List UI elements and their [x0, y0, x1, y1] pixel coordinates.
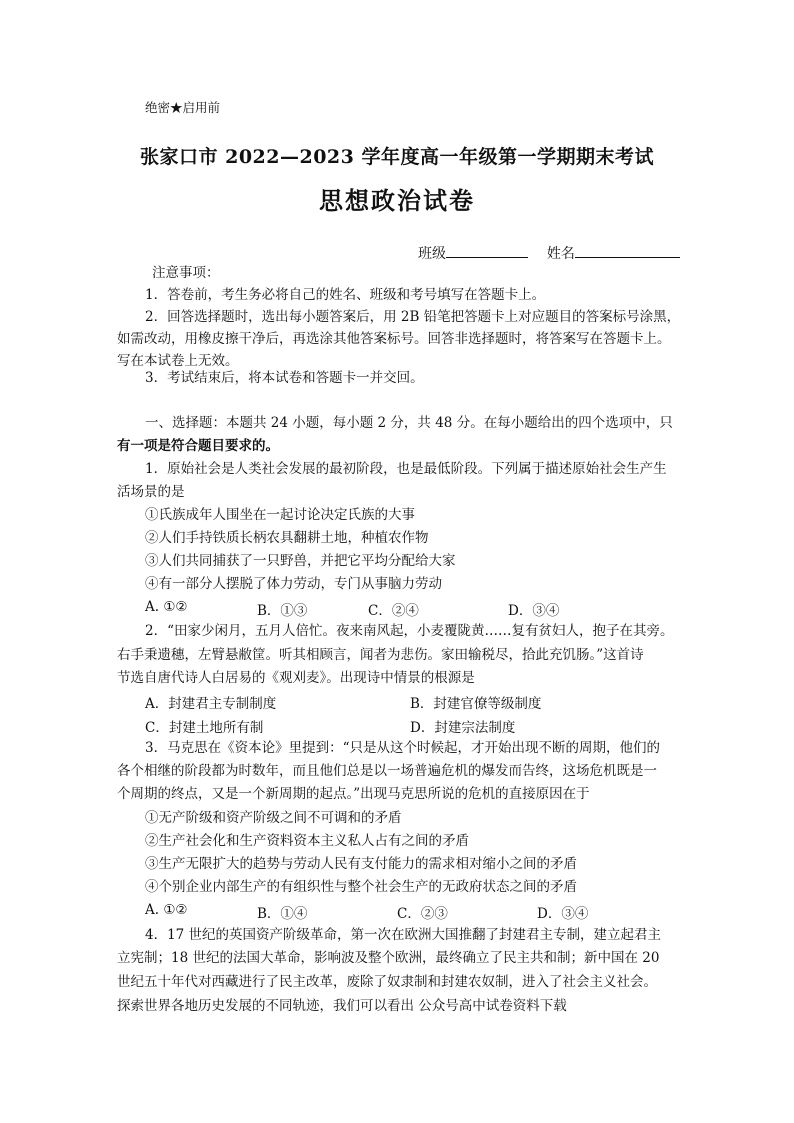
q3-option-b: B．①④ — [257, 906, 308, 922]
name-label: 姓名 — [546, 246, 575, 262]
q2-stem-a: 2．“田家少闲月，五月人倍忙。夜来南风起，小麦覆陇黄……复有贫妇人，抱子在其旁。 — [145, 623, 674, 639]
q4-stem-b: 立宪制；18 世纪的法国大革命，影响波及整个欧洲，最终确立了民主共和制；新中国在 20 — [117, 950, 660, 966]
q2-stem-b: 右手秉遗穗，左臂悬敝筐。听其相顾言，闻者为悲伤。家田输税尽，拾此充饥肠。”这首诗 — [117, 647, 644, 663]
q3-option-d: D．③④ — [537, 906, 589, 922]
subject-title: 思想政治试卷 — [319, 186, 475, 215]
q1-option-a: A. ①② — [145, 599, 188, 615]
q1-option-b: B．①③ — [257, 603, 308, 619]
section-heading-text: 一、选择题：本题共 24 小题，每小题 2 分，共 48 分。在每小题给出的四个选项中，只 — [145, 415, 673, 431]
q1-item-4: ④有一部分人摆脱了体力劳动，专门从事脑力劳动 — [145, 576, 442, 592]
section-heading-b: 有一项是符合题目要求的。 — [117, 438, 279, 454]
q4-stem-d: 探索世界各地历史发展的不同轨迹，我们可以看出 公众号高中试卷资料下载 — [117, 998, 567, 1014]
q1-item-1: ①氏族成年人围坐在一起讨论决定氏族的大事 — [145, 507, 415, 523]
secret-mark: 绝密★启用前 — [145, 100, 221, 115]
notice-line-3: 3．考试结束后，将本试卷和答题卡一并交回。 — [145, 370, 424, 386]
notice-line-2c: 写在本试卷上无效。 — [117, 353, 239, 369]
notice-line-1: 1．答卷前，考生务必将自己的姓名、班级和考号填写在答题卡上。 — [145, 287, 546, 303]
q4-stem-c: 世纪五十年代对西藏进行了民主改革，废除了奴隶制和封建农奴制，进入了社会主义社会。 — [117, 974, 657, 990]
notice-line-2b: 如需改动，用橡皮擦干净后，再选涂其他答案标号。回答非选择题时，将答案写在答题卡上。 — [117, 331, 671, 347]
name-blank — [575, 243, 680, 258]
q2-option-d: D．封建宗法制度 — [410, 720, 516, 736]
q3-stem-a: 3．马克思在《资本论》里提到：“只是从这个时候起，才开始出现不断的周期，他们的 — [145, 740, 660, 756]
class-name-fields — [418, 243, 680, 264]
q1-option-d: D．③④ — [508, 603, 560, 619]
q1-stem-a: 1．原始社会是人类社会发展的最初阶段，也是最低阶段。下列属于描述原始社会生产生 — [145, 461, 667, 477]
notice-line-2a: 2．回答选择题时，选出每小题答案后，用 2B 铅笔把答题卡上对应题目的答案标号涂黑， — [145, 309, 681, 325]
q3-option-a: A. ①② — [145, 902, 188, 918]
q3-item-4: ④个别企业内部生产的有组织性与整个社会生产的无政府状态之间的矛盾 — [145, 879, 577, 895]
notice-heading: 注意事项： — [152, 265, 220, 281]
exam-title: 张家口市 2022—2023 学年度高一年级第一学期期末考试 — [140, 146, 654, 168]
class-blank — [446, 243, 528, 258]
q3-item-3: ③生产无限扩大的趋势与劳动人民有支付能力的需求相对缩小之间的矛盾 — [145, 856, 577, 872]
q1-item-3: ③人们共同捕获了一只野兽，并把它平均分配给大家 — [145, 553, 456, 569]
q3-stem-c: 个周期的终点，又是一个新周期的起点。”出现马克思所说的危机的直接原因在于 — [117, 786, 590, 802]
class-label: 班级 — [418, 246, 446, 262]
q2-stem-c: 节选自唐代诗人白居易的《观刈麦》。出现诗中情景的根源是 — [117, 670, 475, 686]
q4-stem-a: 4．17 世纪的英国资产阶级革命，第一次在欧洲大国推翻了封建君主专制，建立起君主 — [145, 927, 662, 943]
q2-option-a: A．封建君主专制制度 — [145, 696, 277, 712]
q3-stem-b: 各个相继的阶段都为时数年，而且他们总是以一场普遍危机的爆发而告终，这场危机既是一 — [117, 763, 657, 779]
section-heading-a — [145, 413, 673, 433]
q2-option-b: B．封建官僚等级制度 — [410, 696, 542, 712]
q1-item-2: ②人们手持铁质长柄农具翻耕土地，种植农作物 — [145, 530, 429, 546]
q3-option-c: C．②③ — [397, 906, 448, 922]
q3-item-1: ①无产阶级和资产阶级之间不可调和的矛盾 — [145, 810, 402, 826]
q2-option-c: C．封建土地所有制 — [145, 720, 264, 736]
q1-option-c: C．②④ — [368, 603, 419, 619]
q3-item-2: ②生产社会化和生产资料资本主义私人占有之间的矛盾 — [145, 833, 469, 849]
q1-stem-b: 活场景的是 — [117, 484, 185, 500]
